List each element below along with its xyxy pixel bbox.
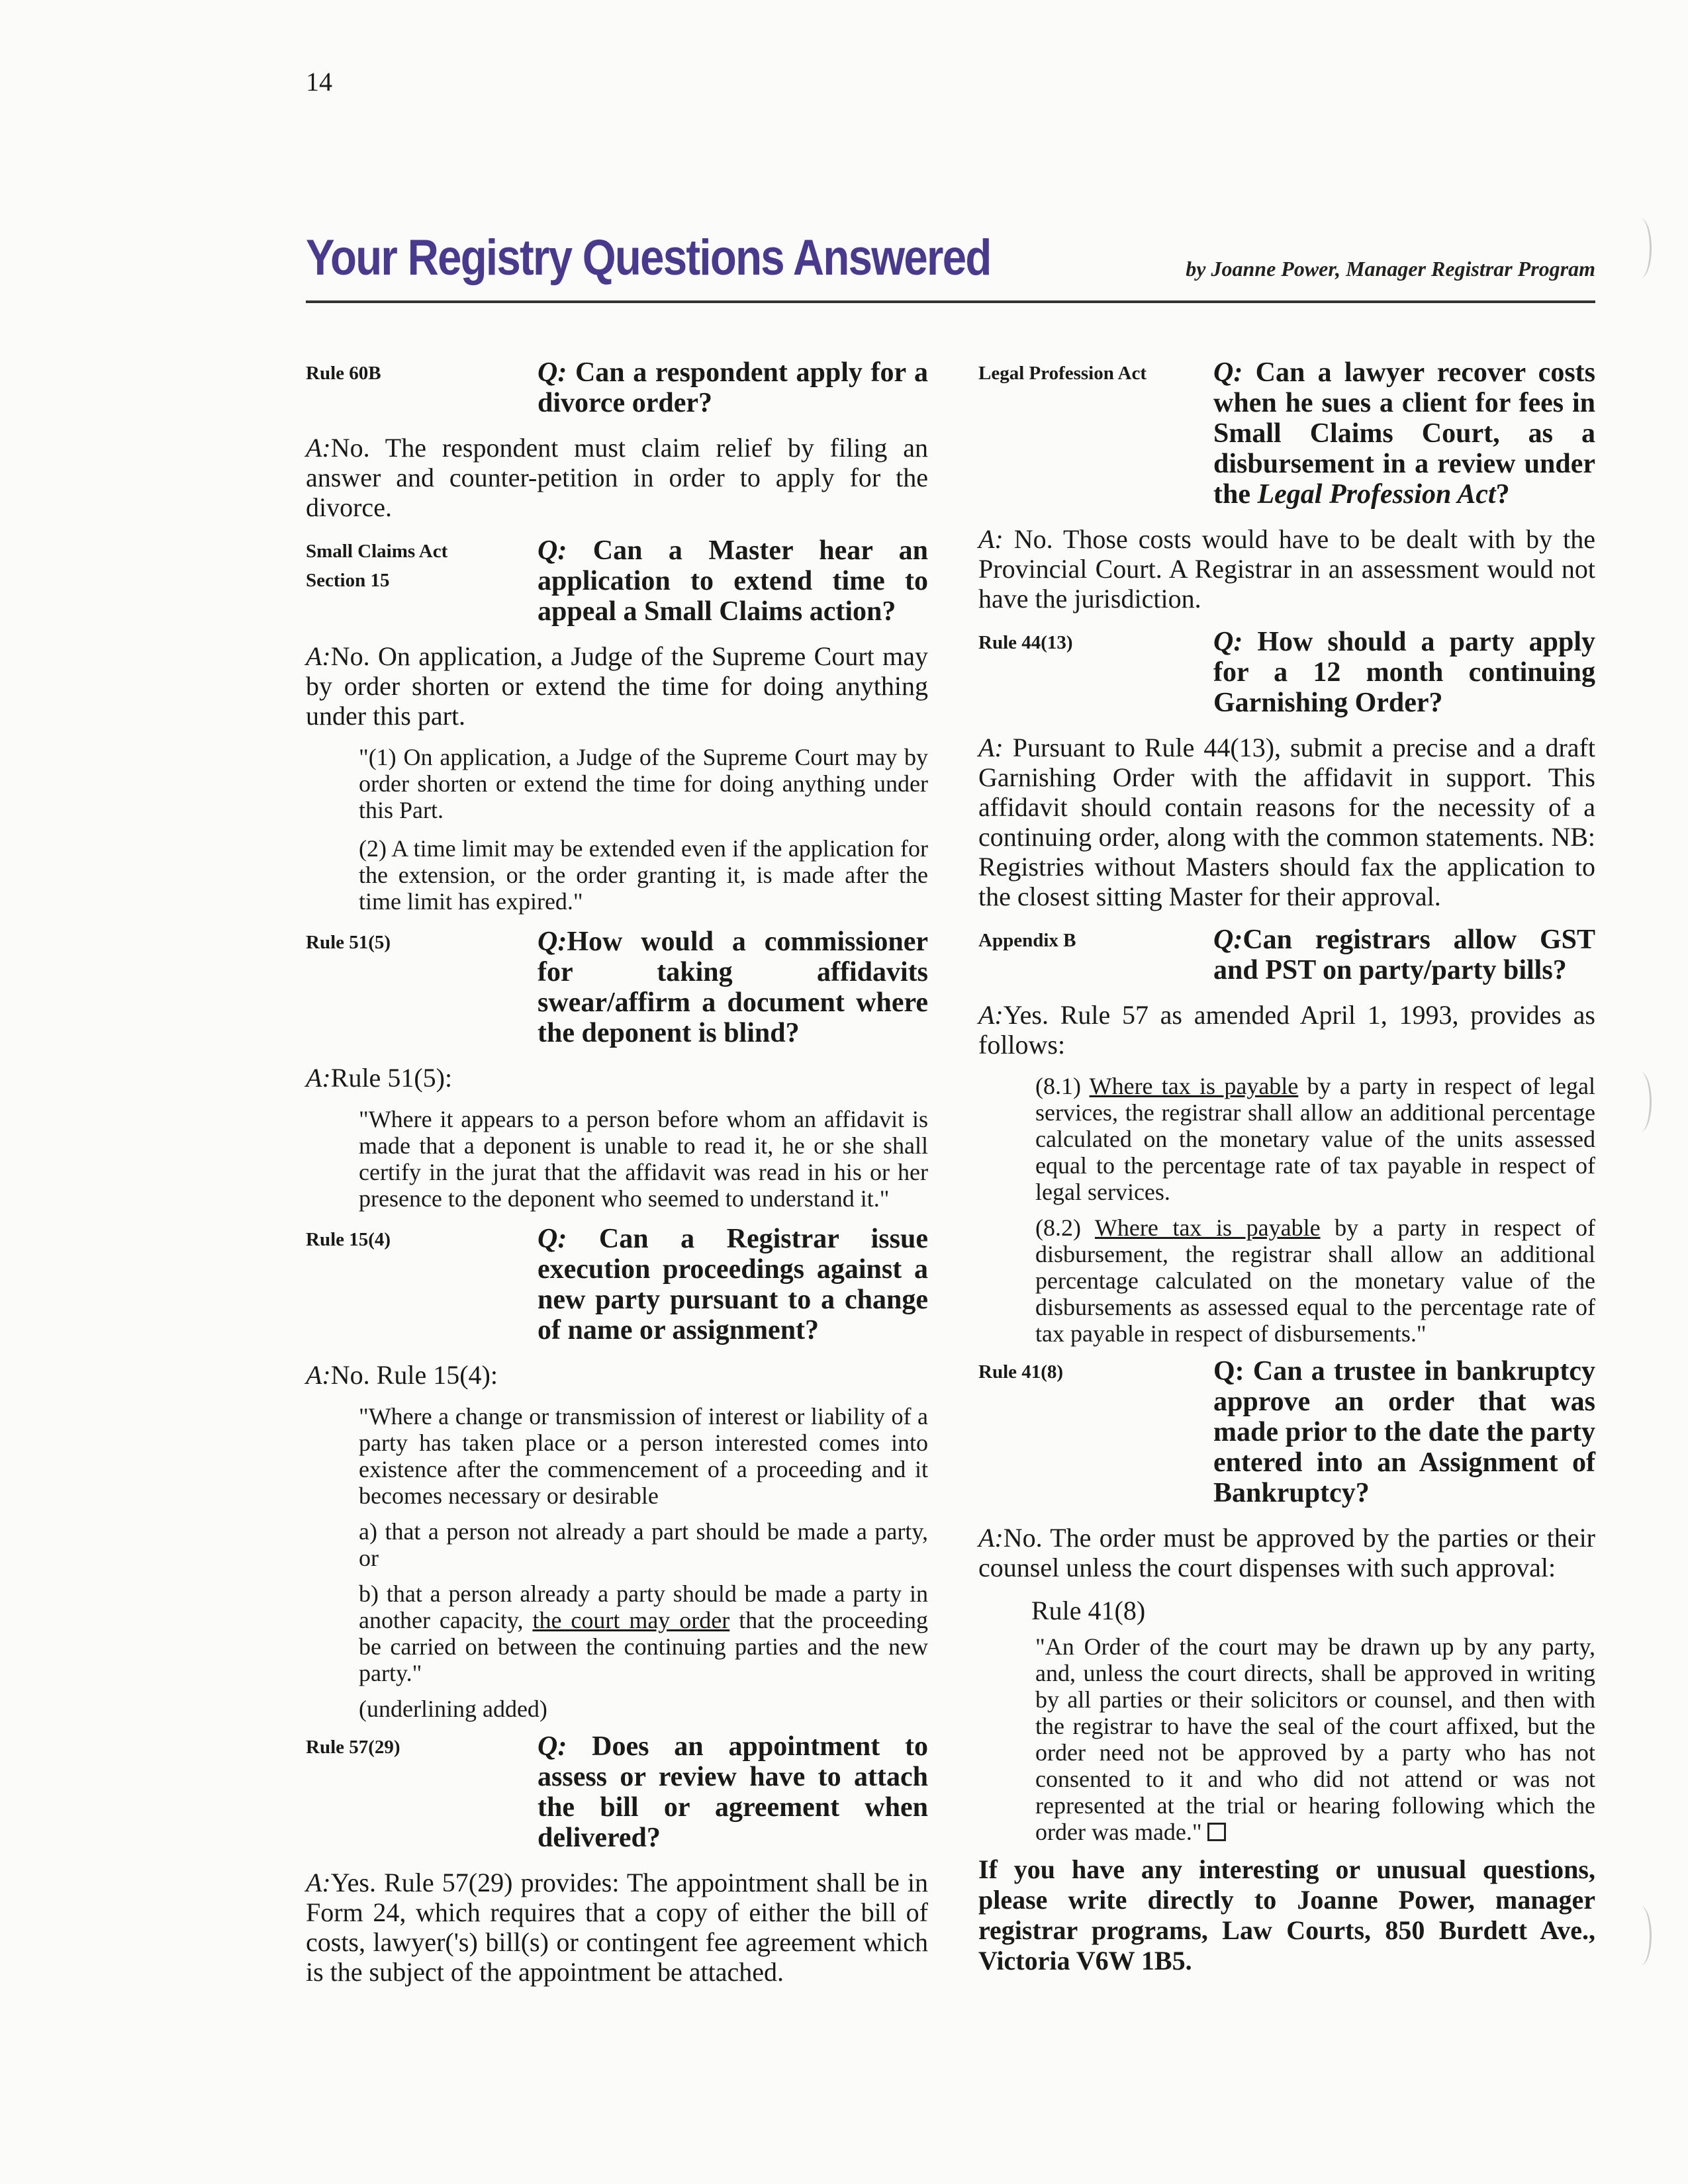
quote: "Where it appears to a person before whom an affidavit is made that a deponent is unable to read it, he or she shall certify in the jurat that the affidavit was read in his or her presence to the deponent who seemed to understand it." xyxy=(359,1106,928,1212)
closing-note: If you have any interesting or unusual questions, please write directly to Joanne Power, manager registrar programs, Law Courts, 850 Burdett Ave., Victoria V6W 1B5. xyxy=(978,1854,1595,1976)
answer-text: Rule 51(5): xyxy=(330,1063,453,1093)
a-prefix: A: xyxy=(306,1360,331,1390)
q-prefix: Q: xyxy=(538,535,567,566)
a-prefix: A: xyxy=(978,524,1004,554)
rule-label-line: Small Claims Act xyxy=(306,541,448,562)
quote: (2) A time limit may be extended even if the application for the extension, or the order granting it, is made after the time limit has expired." xyxy=(359,835,928,915)
answer-text: Yes. Rule 57(29) provides: The appointment shall be in Form 24, which requires that a copy of either the bill of costs, lawyer('s) bill(s) or contingent fee agreement which is the subject of the appointment be attached. xyxy=(306,1868,928,1987)
quote-text: (8.2) xyxy=(1035,1214,1095,1241)
q-prefix: Q: xyxy=(538,357,567,388)
question-text: ? xyxy=(1495,479,1510,510)
quote-text: that the proceeding be carried on between the continuing parties and the new party." xyxy=(359,1607,929,1686)
question-italic: Legal Profession Act xyxy=(1257,479,1496,510)
question-text: Can a respondent apply for a divorce order? xyxy=(538,357,929,418)
q-prefix: Q: xyxy=(1213,357,1243,388)
qa-rule-57-29 xyxy=(306,1731,928,1853)
rule-label: Rule 15(4) xyxy=(306,1229,391,1250)
q-prefix: Q: xyxy=(1213,627,1243,657)
qa-rule-60b xyxy=(306,357,928,418)
quote-text: b) that a person already a party should be made a party in another capacity, xyxy=(359,1580,928,1633)
rule-label: Rule 41(8) xyxy=(978,1361,1064,1383)
quote-note: (underlining added) xyxy=(359,1696,547,1722)
qa-rule-41-8 xyxy=(978,1356,1595,1508)
quote xyxy=(359,1580,928,1686)
page-number: 14 xyxy=(306,67,332,97)
question xyxy=(538,535,928,627)
answer xyxy=(978,1523,1595,1582)
quote-text: "An Order of the court may be drawn up by any party, and, unless the court directs, shall be approved in writing by all parties or their solicitors or counsel, and then with the registrar to have the seal of the court affixed, but the order need not be approved by a party who has not consented to it and who did not attend or was not represented at the trial or hearing following which the order was made." xyxy=(1035,1633,1595,1845)
question xyxy=(538,1731,928,1853)
qa-legal-profession-act xyxy=(978,357,1595,510)
quote: a) that a person not already a part should be made a party, or xyxy=(359,1518,928,1571)
quote-text: by a party in respect of disbursement, the registrar shall allow an additional percentage calculated on the monetary value of the disbursements as assessed equal to the percentage rate of tax payable in respect of disbursements." xyxy=(1035,1214,1595,1347)
byline: by Joanne Power, Manager Registrar Program xyxy=(1186,257,1595,281)
a-prefix: A: xyxy=(306,641,331,671)
qa-rule-51-5 xyxy=(306,927,928,1048)
question xyxy=(538,927,928,1048)
quote xyxy=(1035,1073,1595,1205)
qa-rule-44-13 xyxy=(978,627,1595,718)
rule-label xyxy=(306,535,538,627)
rule-label: Rule 57(29) xyxy=(306,1737,400,1758)
question-text: How would a commissioner for taking affidavits swear/affirm a document where the deponent is blind? xyxy=(538,927,928,1048)
answer xyxy=(306,433,928,522)
scan-mark xyxy=(1630,1072,1652,1132)
answer xyxy=(306,1360,928,1390)
end-mark-icon xyxy=(1207,1823,1226,1841)
answer xyxy=(978,524,1595,614)
rule-label-line: Section 15 xyxy=(306,570,390,591)
answer xyxy=(978,733,1595,911)
quote: "Where a change or transmission of interest or liability of a party has taken place or a person interested comes into existence after the commencement of a proceeding and it becomes necessary or desirable xyxy=(359,1403,928,1509)
title-divider xyxy=(306,300,1595,303)
question-text: Does an appointment to assess or review have to attach the bill or agreement when delivered? xyxy=(538,1731,928,1853)
answer-text: No. On application, a Judge of the Supreme Court may by order shorten or extend the time for doing anything under this part. xyxy=(306,641,928,731)
quote: "(1) On application, a Judge of the Supreme Court may by order shorten or extend the time for doing anything under this Part. xyxy=(359,744,928,823)
answer xyxy=(978,1000,1595,1060)
question xyxy=(1213,357,1595,510)
quote xyxy=(1035,1214,1595,1347)
scan-mark xyxy=(1630,1906,1652,1966)
underlined-text: Where tax is payable xyxy=(1089,1073,1299,1099)
rule-label: Appendix B xyxy=(978,930,1076,951)
underlined-text: the court may order xyxy=(532,1607,730,1633)
qa-rule-15-4 xyxy=(306,1224,928,1345)
answer xyxy=(306,1063,928,1093)
q-prefix: Q: xyxy=(538,927,567,957)
question xyxy=(538,1224,928,1345)
a-prefix: A: xyxy=(306,1063,331,1093)
question-text: Can a lawyer recover costs when he sues a client for fees in Small Claims Court, as a disbursement in a review under the xyxy=(1213,357,1595,510)
question-text: Can a Master hear an application to extend time to appeal a Small Claims action? xyxy=(538,535,928,627)
left-column xyxy=(306,357,928,2000)
quote xyxy=(1035,1633,1595,1845)
answer-text: No. The respondent must claim relief by filing an answer and counter-petition in order to apply for the divorce. xyxy=(306,433,928,522)
qa-appendix-b xyxy=(978,925,1595,985)
a-prefix: A: xyxy=(306,1868,331,1897)
a-prefix: A: xyxy=(978,733,1004,762)
q-prefix: Q: xyxy=(1213,925,1243,955)
rule-label: Rule 51(5) xyxy=(306,932,391,953)
question xyxy=(1213,627,1595,718)
question-text: Can a trustee in bankruptcy approve an order that was made prior to the date the party entered into an Assignment of Bankruptcy? xyxy=(1213,1356,1596,1508)
right-column xyxy=(978,357,1595,2003)
answer-text: No. The order must be approved by the parties or their counsel unless the court dispenses with such approval: xyxy=(978,1523,1595,1582)
rule-label: Legal Profession Act xyxy=(978,363,1147,384)
answer xyxy=(306,1868,928,1987)
question-text: Can registrars allow GST and PST on party/party bills? xyxy=(1213,925,1595,985)
quote-text: by a party in respect of legal services, the registrar shall allow an additional percentage calculated on the monetary value of the units assessed equal to the percentage rate of tax payable in respect of legal services. xyxy=(1035,1073,1596,1205)
q-prefix: Q: xyxy=(538,1731,567,1762)
answer-text: Yes. Rule 57 as amended April 1, 1993, provides as follows: xyxy=(978,1000,1595,1060)
answer-text: No. Rule 15(4): xyxy=(330,1360,498,1390)
a-prefix: A: xyxy=(978,1000,1004,1030)
answer xyxy=(306,641,928,731)
question xyxy=(1213,1356,1595,1508)
a-prefix: A: xyxy=(978,1523,1004,1553)
question xyxy=(538,357,928,418)
a-prefix: A: xyxy=(306,433,331,463)
q-prefix: Q: xyxy=(1213,1356,1244,1387)
qa-small-claims xyxy=(306,535,928,627)
question-text: Can a Registrar issue execution proceedings against a new party pursuant to a change of name or assignment? xyxy=(538,1224,928,1345)
sub-heading: Rule 41(8) xyxy=(1031,1596,1146,1625)
scan-mark xyxy=(1630,218,1652,278)
page-title: Your Registry Questions Answered xyxy=(306,230,991,286)
q-prefix: Q: xyxy=(538,1224,567,1254)
quote-text: (8.1) xyxy=(1035,1073,1090,1099)
rule-label: Rule 60B xyxy=(306,363,381,384)
underlined-text: Where tax is payable xyxy=(1094,1214,1321,1241)
answer-text: Pursuant to Rule 44(13), submit a precise and a draft Garnishing Order with the affidavit in support. This affidavit should contain reasons for the necessity of a continuing order, along with the common statements. NB: Registries without Masters should fax the application to the closest sitting Master for their approval. xyxy=(978,733,1595,911)
question xyxy=(1213,925,1595,985)
question-text: How should a party apply for a 12 month continuing Garnishing Order? xyxy=(1213,627,1595,718)
answer-text: No. Those costs would have to be dealt with by the Provincial Court. A Registrar in an assessment would not have the jurisdiction. xyxy=(978,524,1596,614)
rule-label: Rule 44(13) xyxy=(978,632,1073,653)
